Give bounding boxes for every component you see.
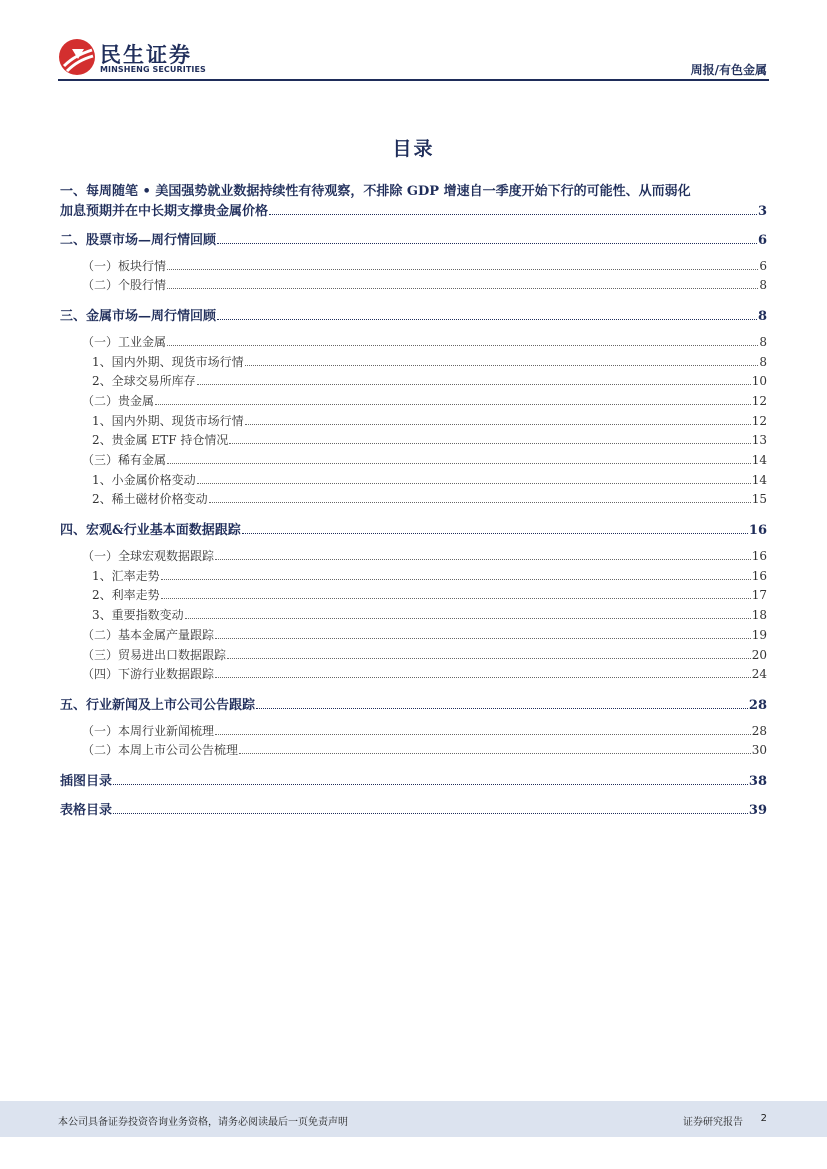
toc-entry-5-1[interactable] xyxy=(0,722,827,742)
toc-entry-page: 8 xyxy=(759,278,767,292)
dot-leader xyxy=(167,345,758,346)
toc-entry-3-1-2[interactable] xyxy=(0,372,827,392)
dot-leader xyxy=(217,319,757,320)
dot-leader xyxy=(161,598,751,599)
page-header xyxy=(0,0,827,84)
toc-entry-label: （四）下游行业数据跟踪 xyxy=(82,667,215,681)
dot-leader xyxy=(167,463,751,464)
toc-entry-page: 18 xyxy=(751,608,767,622)
toc-entry-page: 38 xyxy=(748,774,767,789)
toc-entry-label: （三）稀有金属 xyxy=(82,453,167,467)
page-footer xyxy=(0,1101,827,1137)
toc-entry-4[interactable] xyxy=(0,519,827,539)
dot-leader xyxy=(209,502,751,503)
dot-leader xyxy=(256,708,748,709)
toc-entry-label: （一）工业金属 xyxy=(82,335,167,349)
toc-entry-4-3[interactable] xyxy=(0,646,827,666)
dot-leader xyxy=(215,559,751,560)
toc-entry-page: 16 xyxy=(748,523,767,538)
toc-entry-3-3-1[interactable] xyxy=(0,471,827,491)
toc-entry-label: （二）贵金属 xyxy=(82,394,155,408)
toc-entry-page: 39 xyxy=(748,803,767,818)
toc-entry-page: 16 xyxy=(751,569,767,583)
toc-entry-page: 30 xyxy=(751,743,767,757)
toc-entry-label: 三、金属市场—周行情回顾 xyxy=(60,309,217,324)
dot-leader xyxy=(113,784,748,785)
toc-title: 目录 xyxy=(392,138,435,160)
dot-leader xyxy=(185,618,751,619)
toc-entry-page: 13 xyxy=(751,433,767,447)
toc-entry-tables[interactable] xyxy=(0,799,827,819)
toc-entry-label: 2、全球交易所库存 xyxy=(92,374,196,388)
toc-entry-label: 1、小金属价格变动 xyxy=(92,473,196,487)
toc-entry-label: （三）贸易进出口数据跟踪 xyxy=(82,648,227,662)
toc-entry-2-2[interactable] xyxy=(0,276,827,296)
toc-entry-label: 五、行业新闻及上市公司公告跟踪 xyxy=(60,698,256,713)
toc-entry-page: 12 xyxy=(751,394,767,408)
toc-entry-label: （一）本周行业新闻梳理 xyxy=(82,724,215,738)
toc-entry-label: 2、稀土磁材价格变动 xyxy=(92,492,208,506)
toc-entry-4-1-2[interactable] xyxy=(0,586,827,606)
dot-leader xyxy=(242,533,748,534)
toc-entry-label: 3、重要指数变动 xyxy=(92,608,184,622)
toc-entry-3-2[interactable] xyxy=(0,392,827,412)
dot-leader xyxy=(197,384,751,385)
toc-entry-4-1-3[interactable] xyxy=(0,606,827,626)
dot-leader xyxy=(227,658,751,659)
dot-leader xyxy=(229,443,750,444)
toc-entry-3[interactable] xyxy=(0,305,827,325)
toc-entry-page: 8 xyxy=(759,355,767,369)
toc-entry-page: 16 xyxy=(751,549,767,563)
toc-entry-3-3-2[interactable] xyxy=(0,490,827,510)
header-divider xyxy=(58,79,769,81)
logo-chinese-name: 民生证券 xyxy=(100,43,192,67)
dot-leader xyxy=(167,269,758,270)
toc-entry-label: （一）板块行情 xyxy=(82,259,167,273)
toc-entry-2-1[interactable] xyxy=(0,257,827,277)
dot-leader xyxy=(155,404,751,405)
toc-entry-3-2-2[interactable] xyxy=(0,431,827,451)
toc-entry-4-1[interactable] xyxy=(0,547,827,567)
minsheng-logo xyxy=(58,38,208,78)
toc-entry-page: 19 xyxy=(751,628,767,642)
logo-english-name: MINSHENG SECURITIES xyxy=(100,65,206,74)
toc-entry-page: 10 xyxy=(751,374,767,388)
toc-entry-5-2[interactable] xyxy=(0,741,827,761)
dot-leader xyxy=(217,243,757,244)
toc-entry-label: 插图目录 xyxy=(60,774,113,789)
toc-entry-page: 15 xyxy=(751,492,767,506)
toc-entry-label: 四、宏观&行业基本面数据跟踪 xyxy=(60,523,241,538)
toc-entry-3-2-1[interactable] xyxy=(0,412,827,432)
toc-entry-label: （一）全球宏观数据跟踪 xyxy=(82,549,215,563)
toc-entry-4-4[interactable] xyxy=(0,665,827,685)
toc-entry-4-2[interactable] xyxy=(0,626,827,646)
toc-entry-label: （二）个股行情 xyxy=(82,278,167,292)
toc-entry-page: 20 xyxy=(751,648,767,662)
footer-page-number: 2 xyxy=(760,1113,767,1124)
toc-entry-label: （二）基本金属产量跟踪 xyxy=(82,628,215,642)
toc-entry-1[interactable] xyxy=(0,200,827,220)
dot-leader xyxy=(113,813,748,814)
dot-leader xyxy=(239,753,751,754)
toc-entry-label: 1、国内外期、现货市场行情 xyxy=(92,414,244,428)
toc-entry-label: 1、汇率走势 xyxy=(92,569,160,583)
dot-leader xyxy=(215,734,751,735)
toc-entry-3-3[interactable] xyxy=(0,451,827,471)
toc-entry-page: 14 xyxy=(751,473,767,487)
toc-entry-page: 8 xyxy=(759,335,767,349)
report-category: 周报/有色金属 xyxy=(690,63,767,77)
dot-leader xyxy=(215,638,751,639)
dot-leader xyxy=(245,424,751,425)
toc-entry-figures[interactable] xyxy=(0,770,827,790)
toc-entry-label: 表格目录 xyxy=(60,803,113,818)
toc-entry-page: 8 xyxy=(757,309,767,324)
toc-entry-label: 二、股票市场—周行情回顾 xyxy=(60,233,217,248)
footer-report-type: 证券研究报告 xyxy=(683,1117,743,1128)
toc-entry-label: （二）本周上市公司公告梳理 xyxy=(82,743,239,757)
toc-entry-label: 加息预期并在中长期支撑贵金属价格 xyxy=(60,204,269,219)
dot-leader xyxy=(269,214,757,215)
toc-entry-4-1-1[interactable] xyxy=(0,567,827,587)
dot-leader xyxy=(161,579,751,580)
minsheng-logo-icon xyxy=(58,38,96,76)
toc-entry-page: 14 xyxy=(751,453,767,467)
toc-entry-page: 12 xyxy=(751,414,767,428)
toc-entry-page: 24 xyxy=(751,667,767,681)
toc-entry-2[interactable] xyxy=(0,229,827,249)
toc-entry-page: 28 xyxy=(748,698,767,713)
toc-entry-3-1[interactable] xyxy=(0,333,827,353)
dot-leader xyxy=(215,677,751,678)
toc-entry-page: 3 xyxy=(757,204,767,219)
dot-leader xyxy=(167,288,758,289)
toc-entry-page: 17 xyxy=(751,588,767,602)
toc-entry-3-1-1[interactable] xyxy=(0,353,827,373)
dot-leader xyxy=(197,483,751,484)
toc-entry-page: 28 xyxy=(751,724,767,738)
toc-entry-1-line1[interactable]: 一、每周随笔 • 美国强势就业数据持续性有待观察，不排除 GDP 增速自一季度开始下行的可能性、从而弱化 xyxy=(60,184,691,199)
toc-entry-label: 1、国内外期、现货市场行情 xyxy=(92,355,244,369)
toc-entry-page: 6 xyxy=(757,233,767,248)
toc-entry-label: 2、利率走势 xyxy=(92,588,160,602)
toc-entry-5[interactable] xyxy=(0,694,827,714)
toc-entry-page: 6 xyxy=(759,259,767,273)
toc-entry-label: 2、贵金属 ETF 持仓情况 xyxy=(92,433,229,447)
dot-leader xyxy=(245,365,759,366)
footer-disclaimer: 本公司具备证券投资咨询业务资格，请务必阅读最后一页免责声明 xyxy=(58,1117,348,1128)
